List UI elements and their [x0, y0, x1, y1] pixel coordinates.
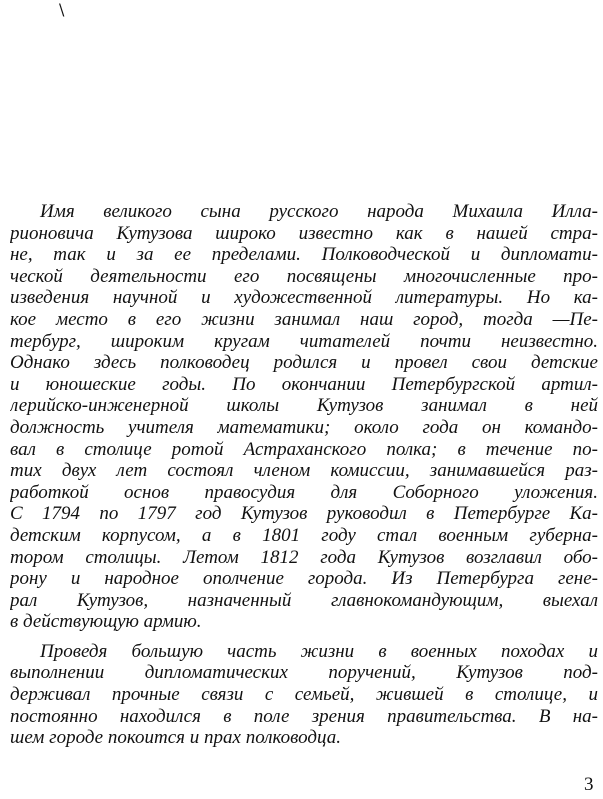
text-line: работкой основ правосудия для Соборного уложения. — [10, 481, 598, 503]
text-line: кое место в его жизни занимал наш город, тогда —Пе- — [10, 308, 598, 330]
text-line: выполнении дипломатических поручений, Кутузов под- — [10, 662, 598, 684]
text-line: ческой деятельности его посвящены многочисленные про- — [10, 265, 598, 287]
text-line: изведения научной и художественной литературы. Но ка- — [10, 287, 598, 309]
text-line: детским корпусом, а в 1801 году стал военным губерна- — [10, 524, 598, 546]
page-number: 3 — [584, 774, 594, 795]
paragraph-2 — [10, 641, 598, 749]
text-line: должность учителя математики; около года он командо- — [10, 416, 598, 438]
text-line: С 1794 по 1797 год Кутузов руководил в Петербурге Ка- — [10, 503, 598, 525]
text-line: шем городе покоится и прах полководца. — [10, 727, 342, 749]
paragraph-1 — [10, 201, 598, 633]
text-line: Однако здесь полководец родился и провел свои детские — [10, 352, 598, 374]
text-line: вал в столице ротой Астраханского полка; в течение по- — [10, 438, 598, 460]
text-line: рионовича Кутузова широко известно как в нашей стра- — [10, 222, 598, 244]
text-line: тербург, широким кругам читателей почти неизвестно. — [10, 330, 598, 352]
text-line: и юношеские годы. По окончании Петербургской артил- — [10, 373, 598, 395]
text-line: тором столицы. Летом 1812 года Кутузов возглавил обо- — [10, 546, 598, 568]
text-line: рал Кутузов, назначенный главнокомандующим, выехал — [10, 589, 598, 611]
text-line: Проведя большую часть жизни в военных походах и — [40, 640, 598, 662]
text-line: Имя великого сына русского народа Михаила Илла- — [40, 201, 598, 222]
text-line: лерийско-инженерной школы Кутузов занимал в ней — [10, 395, 598, 417]
text-line: не, так и за ее пределами. Полководческой и дипломати- — [10, 244, 598, 266]
text-line: тих двух лет состоял членом комиссии, занимавшейся раз- — [10, 460, 598, 482]
text-line: в действующую армию. — [10, 611, 202, 633]
main-text — [10, 201, 598, 749]
text-line: постоянно находился в поле зрения правительства. В на- — [10, 705, 598, 727]
corner-mark: \ — [59, 0, 65, 19]
text-line: рону и народное ополчение города. Из Петербурга гене- — [10, 568, 598, 590]
text-line: держивал прочные связи с семьей, жившей в столице, и — [10, 684, 598, 706]
